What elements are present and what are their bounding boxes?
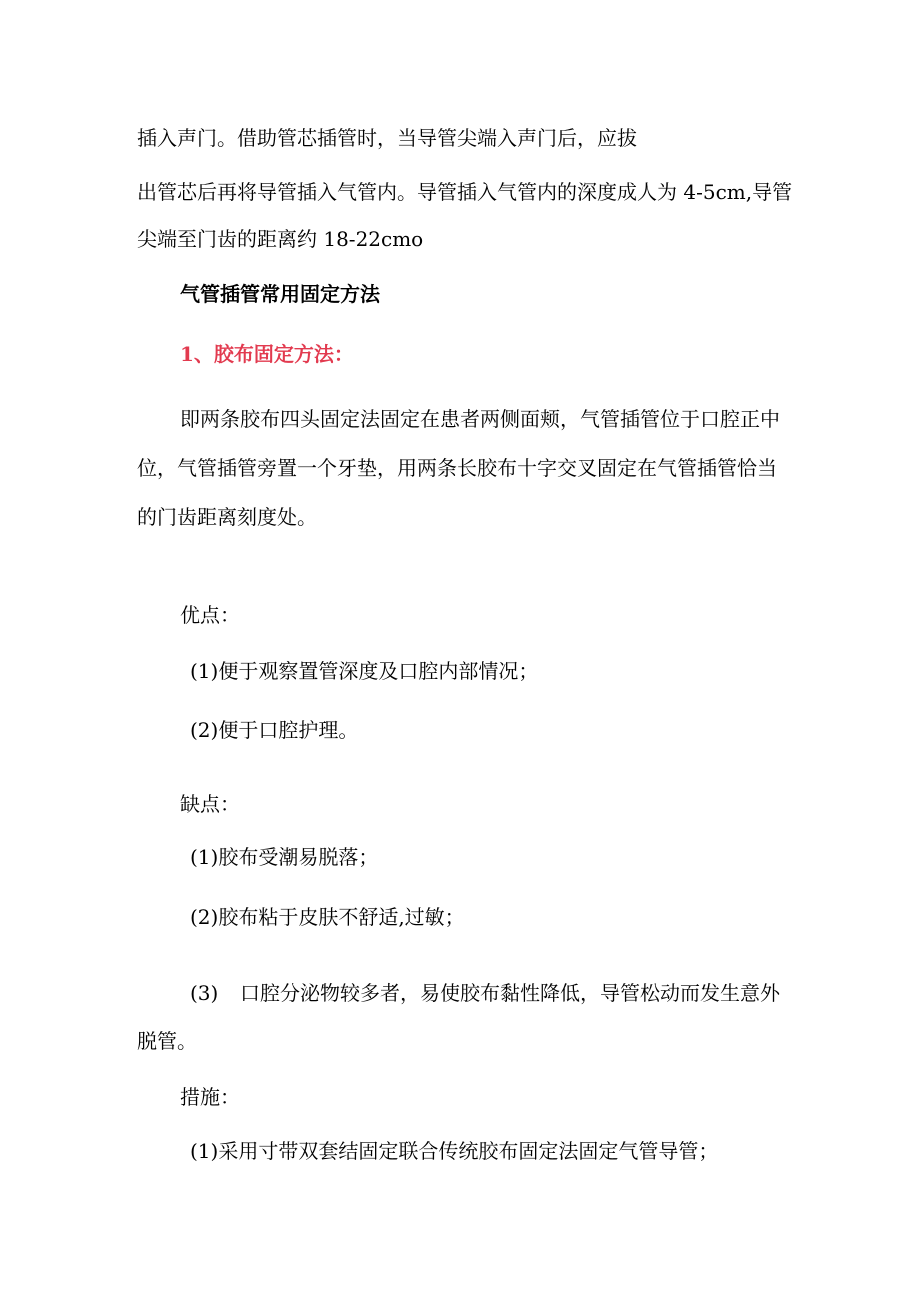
subsection-title: 1、胶布固定方法：	[180, 342, 354, 366]
description-line: 的门齿距离刻度处。	[137, 505, 317, 529]
disadvantage-item: 口腔分泌物较多者，易使胶布黏性降低，导管松动而发生意外	[240, 981, 780, 1005]
advantage-item: (1)便于观察置管深度及口腔内部情况；	[190, 659, 539, 683]
measures-label: 措施：	[180, 1085, 240, 1109]
disadvantage-item: (1)胶布受潮易脱落；	[190, 845, 379, 869]
description-line: 即两条胶布四头固定法固定在患者两侧面颊，气管插管位于口腔正中	[180, 407, 780, 431]
paragraph-line: 出管芯后再将导管插入气管内。导管插入气管内的深度成人为 4-5cm,导管	[137, 180, 793, 204]
paragraph-line: 插入声门。借助管芯插管时，当导管尖端入声门后，应拔	[137, 126, 637, 150]
description-line: 位，气管插管旁置一个牙垫，用两条长胶布十字交叉固定在气管插管恰当	[137, 456, 777, 480]
disadvantage-item-number: (3)	[190, 981, 219, 1005]
disadvantage-item-continuation: 脱管。	[137, 1029, 197, 1053]
section-heading: 气管插管常用固定方法	[180, 282, 380, 306]
paragraph-line: 尖端至门齿的距离约 18-22cmo	[137, 227, 424, 251]
disadvantages-label: 缺点：	[180, 792, 240, 816]
advantage-item: (2)便于口腔护理。	[190, 718, 359, 742]
advantages-label: 优点：	[180, 603, 240, 627]
measure-item: (1)采用寸带双套结固定联合传统胶布固定法固定气管导管；	[190, 1139, 719, 1163]
disadvantage-item: (2)胶布粘于皮肤不舒适,过敏；	[190, 905, 465, 929]
